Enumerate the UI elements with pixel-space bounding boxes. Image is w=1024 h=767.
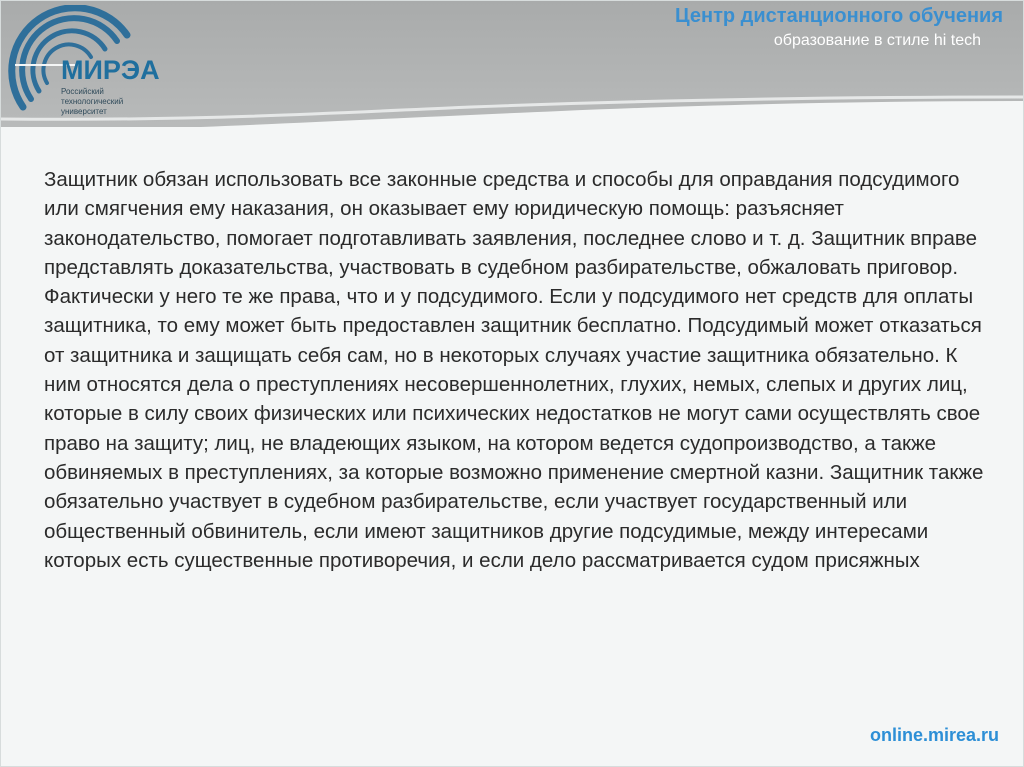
- footer-url-link[interactable]: online.mirea.ru: [869, 725, 999, 745]
- logo-subtitle-line: технологический: [61, 97, 124, 106]
- main-paragraph: Защитник обязан использовать все законные средства и способы для оправдания подсудимого или смягчения ему наказания, он оказывает ему юридическую помощь: разъясняет законодательство, помогает подготавливать заявления, последнее слово и т. д. Защитник вправе представлять доказательства, участвовать в судебном разбирательстве, обжаловать приговор. Фактически у него те же права, что и у подсудимого. Если у подсудимого нет средств для оплаты защитника, то ему может быть предоставлен защитник бесплатно. Подсудимый может отказаться от защитника и защищать себя сам, но в некоторых случаях участие защитника обязательно. К ним относятся дела о преступлениях несовершеннолетних, глухих, немых, слепых и других лиц, которые в силу своих физических или психических недостатков не могут сами осуществлять свое право на защиту; лиц, не владеющих языком, на котором ведется судопроизводство, а также обвиняемых в преступлениях, за которые возможно применение смертной казни. Защитник также обязательно участвует в судебном разбирательстве, если участвует государственный или общественный обвинитель, если имеют защитников другие подсудимые, между интересами которых есть существенные противоречия, и если дело рассматривается судом присяжных: [44, 168, 984, 572]
- logo-subtitle: [61, 87, 151, 117]
- header-subtitle: образование в стиле hi tech: [773, 32, 981, 49]
- mirea-logo[interactable]: [5, 5, 175, 120]
- logo-subtitle-line: университет: [61, 107, 107, 116]
- logo-wordmark: МИРЭА: [61, 55, 160, 85]
- header-title: Центр дистанционного обучения: [675, 5, 1003, 27]
- logo-subtitle-line: Российский: [61, 87, 104, 96]
